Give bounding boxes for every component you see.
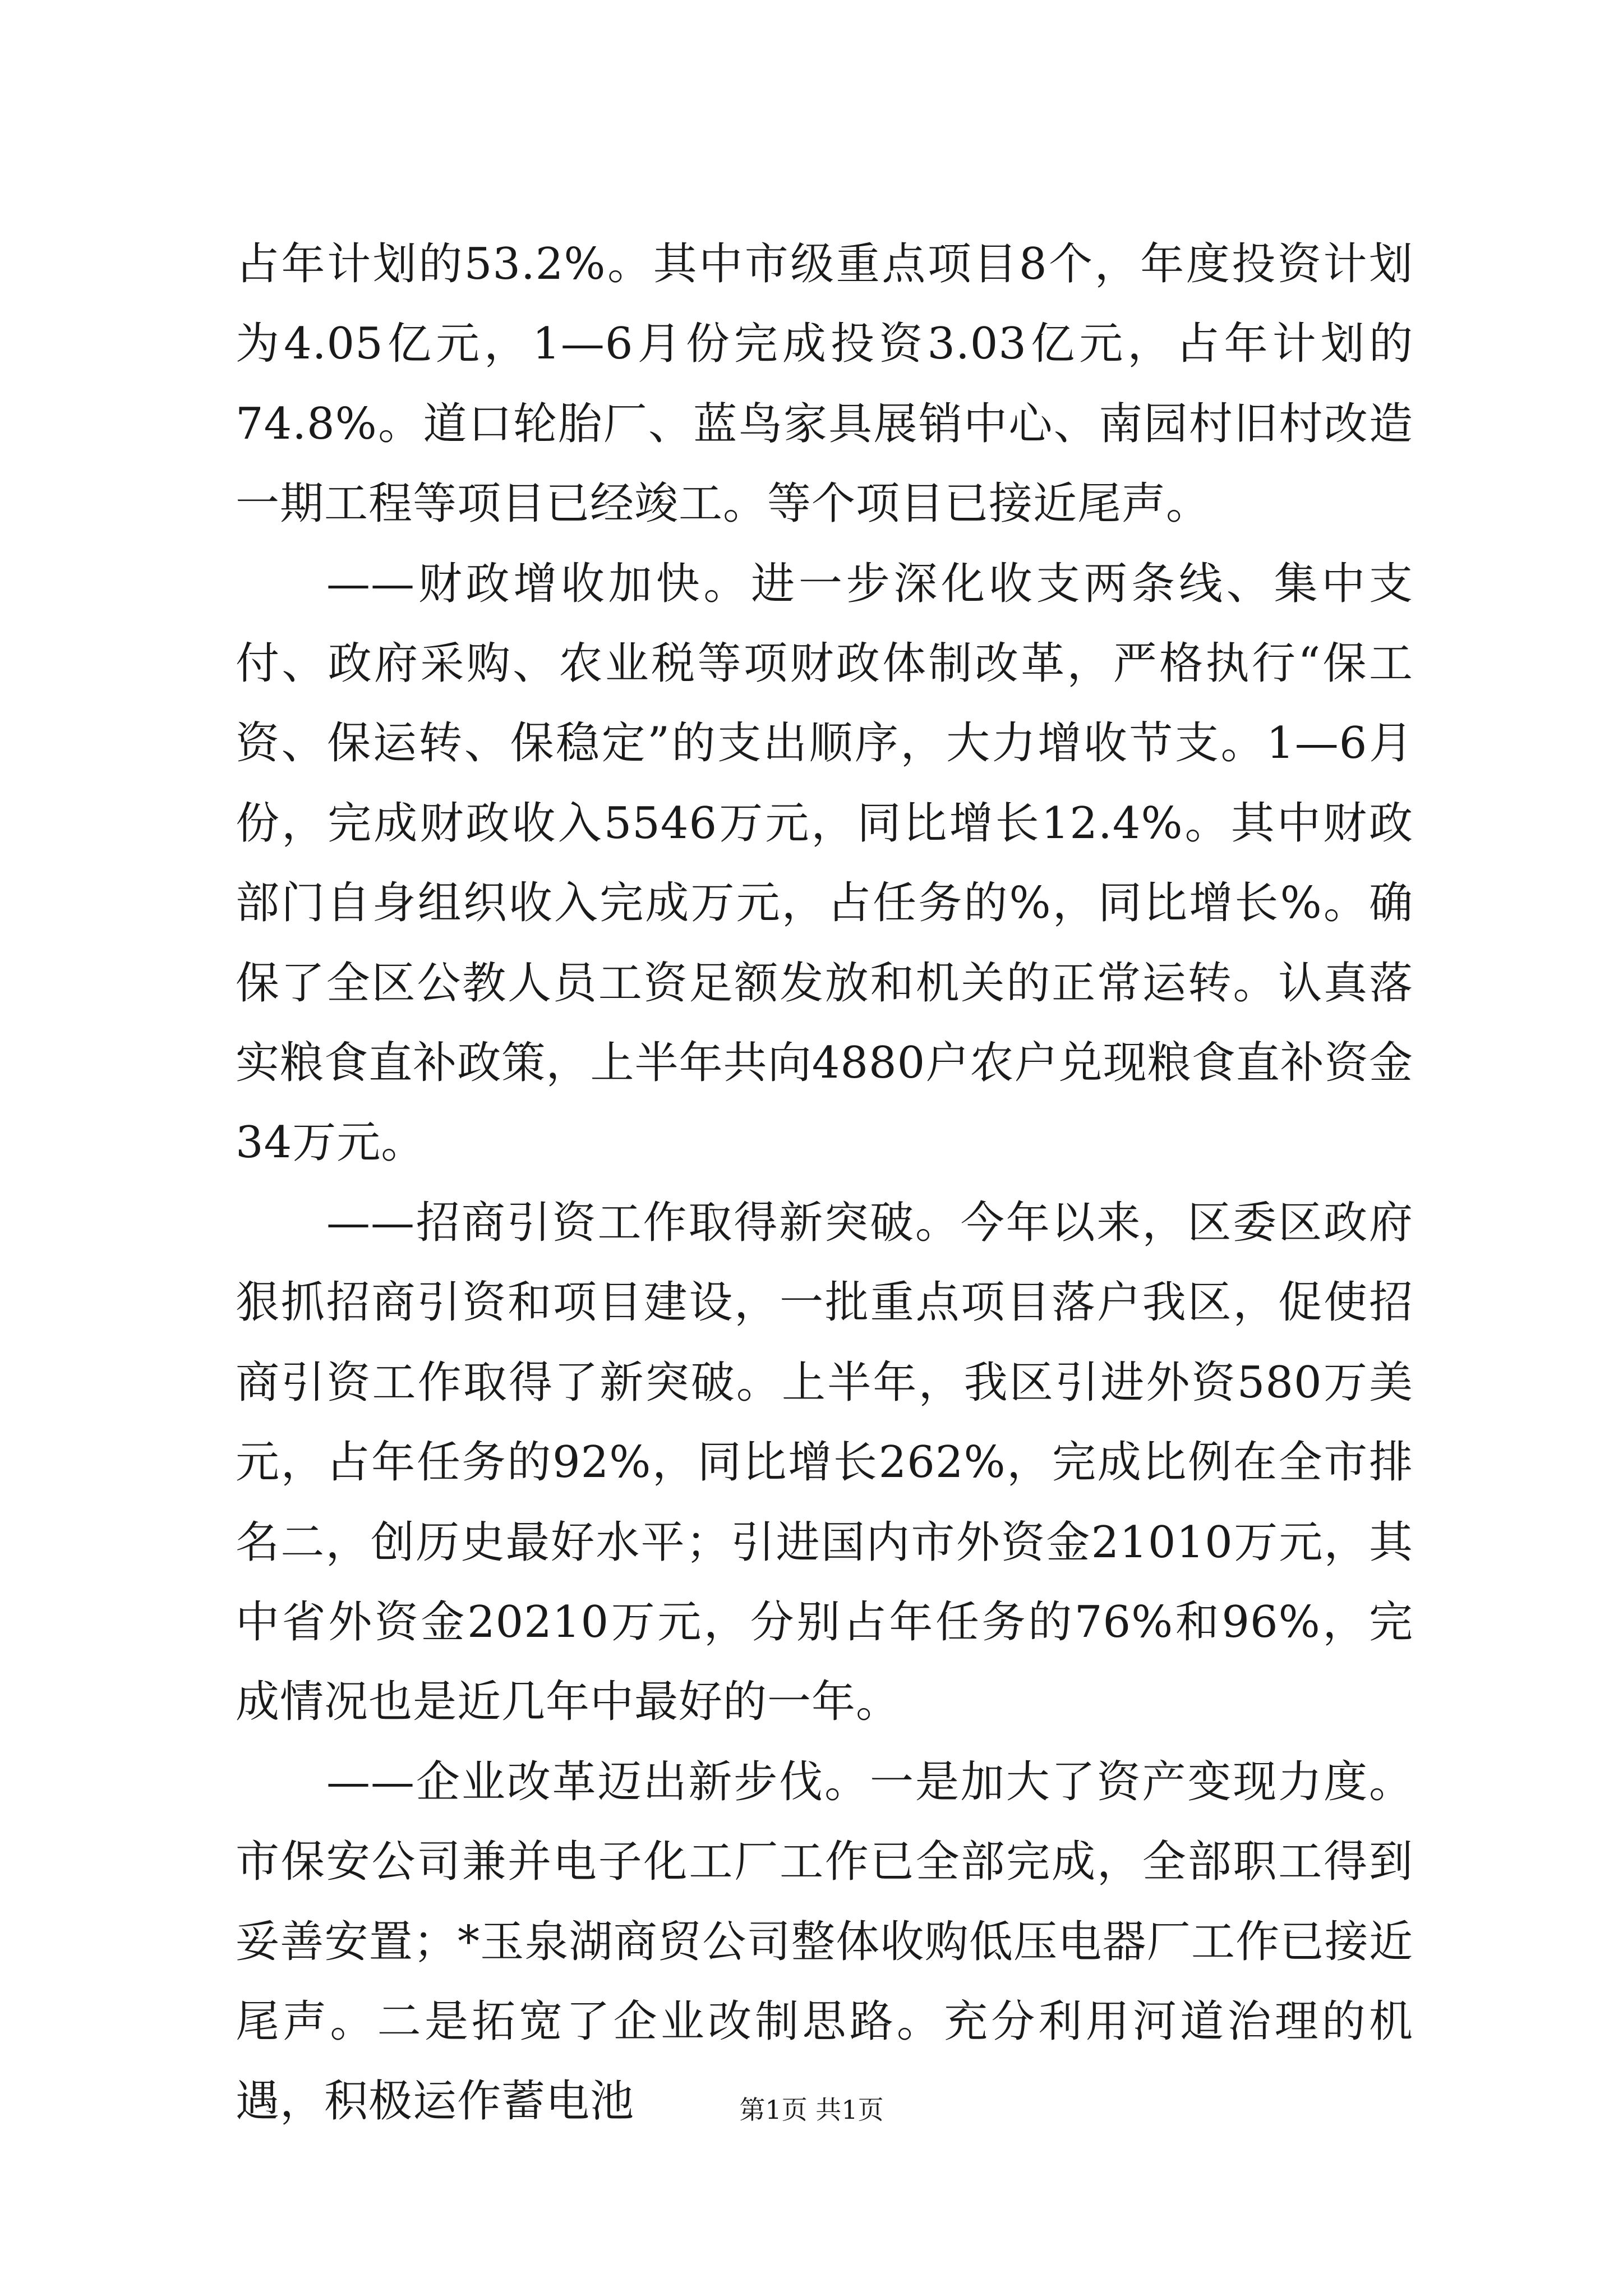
paragraph-enterprise-reform: ——企业改革迈出新步伐。一是加大了资产变现力度。市保安公司兼并电子化工厂工作已全部完成，全部职工得到妥善安置；*玉泉湖商贸公司整体收购低压电器厂工作已接近尾声。二是拓宽了企业改制思路。充分利用河道治理的机遇，积极运作蓄电池 xyxy=(236,1756,1413,2127)
document-body xyxy=(236,224,1413,2142)
paragraph-finance: ——财政增收加快。进一步深化收支两条线、集中支付、政府采购、农业税等项财政体制改革，严格执行“保工资、保运转、保稳定”的支出顺序，大力增收节支。1—6月份，完成财政收入5546万元，同比增长12.4%。其中财政部门自身组织收入完成万元，占任务的%，同比增长%。确保了全区公教人员工资足额发放和机关的正常运转。认真落实粮食直补政策，上半年共向4880户农户兑现粮食直补资金34万元。 xyxy=(236,558,1413,1168)
page-footer: 第1页 共1页 xyxy=(739,2095,884,2125)
paragraph-investment-attraction: ——招商引资工作取得新突破。今年以来，区委区政府狠抓招商引资和项目建设，一批重点项目落户我区，促使招商引资工作取得了新突破。上半年，我区引进外资580万美元，占年任务的92%，同比增长262%，完成比例在全市排名二，创历史最好水平；引进国内市外资金21010万元，其中省外资金20210万元，分别占年任务的76%和96%，完成情况也是近几年中最好的一年。 xyxy=(236,1197,1413,1728)
paragraph-investment: 占年计划的53.2%。其中市级重点项目8个，年度投资计划为4.05亿元，1—6月份完成投资3.03亿元，占年计划的74.8%。道口轮胎厂、蓝鸟家具展销中心、南园村旧村改造一期工程等项目已经竣工。等个项目已接近尾声。 xyxy=(236,239,1413,530)
